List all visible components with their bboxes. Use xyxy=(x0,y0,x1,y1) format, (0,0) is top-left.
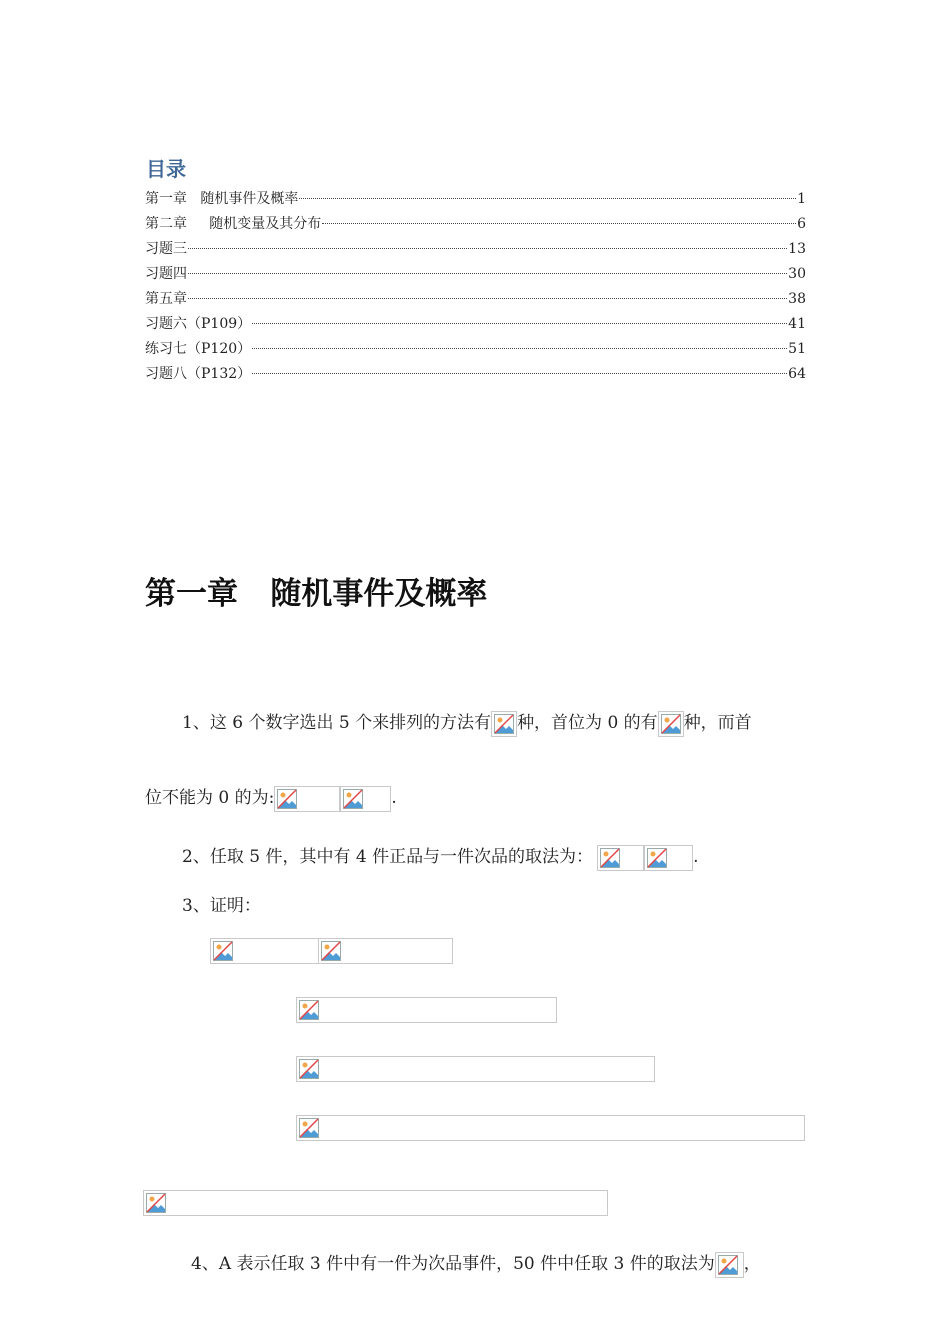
question-4-text-b: ， xyxy=(743,1254,761,1274)
broken-image-icon xyxy=(321,941,341,961)
formula-image xyxy=(644,845,693,871)
toc-heading: 目录 xyxy=(146,157,186,181)
question-1-text-a: 1、这 6 个数字选出 5 个来排列的方法有 xyxy=(182,713,492,733)
question-1-line-2 xyxy=(145,785,397,812)
toc-entry-title: 第一章 随机事件及概率 xyxy=(145,191,299,207)
toc-entry[interactable] xyxy=(145,362,806,387)
broken-image-icon xyxy=(299,1118,319,1138)
toc-leader-dots xyxy=(299,198,796,199)
broken-image-icon xyxy=(277,789,297,809)
toc-entry-page: 30 xyxy=(788,266,806,282)
toc-entry-title: 习题六（P109） xyxy=(145,316,252,332)
toc-entry-page: 64 xyxy=(788,366,806,382)
toc-leader-dots xyxy=(252,373,787,374)
question-3-label: 3、证明： xyxy=(182,896,261,916)
toc-entry-page: 38 xyxy=(788,291,806,307)
formula-image xyxy=(210,938,319,964)
question-1-text-b: 种，首位为 0 的有 xyxy=(517,713,658,733)
formula-image xyxy=(296,1115,805,1141)
broken-image-icon xyxy=(600,848,620,868)
question-1-line-1 xyxy=(182,710,752,737)
toc-entry-title: 练习七（P120） xyxy=(145,341,252,357)
broken-image-icon xyxy=(494,714,514,734)
formula-image xyxy=(296,1056,655,1082)
formula-image xyxy=(340,786,391,812)
toc-leader-dots xyxy=(252,323,787,324)
broken-image-icon xyxy=(146,1193,166,1213)
broken-image-icon xyxy=(343,789,363,809)
formula-image xyxy=(658,711,684,737)
toc-entry[interactable] xyxy=(145,212,806,237)
toc-leader-dots xyxy=(188,273,787,274)
question-2-text-a: 2、任取 5 件，其中有 4 件正品与一件次品的取法为： xyxy=(182,847,594,867)
broken-image-icon xyxy=(299,1059,319,1079)
toc-entry-title: 习题八（P132） xyxy=(145,366,252,382)
toc-entry-page: 51 xyxy=(788,341,806,357)
toc-entry-title: 习题四 xyxy=(145,266,187,282)
formula-image xyxy=(318,938,453,964)
toc-leader-dots xyxy=(252,348,787,349)
broken-image-icon xyxy=(718,1255,738,1275)
toc-leader-dots xyxy=(322,223,796,224)
question-2-text-b: . xyxy=(693,847,699,867)
question-4 xyxy=(191,1251,761,1278)
toc-leader-dots xyxy=(188,298,787,299)
formula-image xyxy=(143,1190,608,1216)
toc-entry-page: 13 xyxy=(788,241,806,257)
toc-entry-title: 习题三 xyxy=(145,241,187,257)
formula-image xyxy=(296,997,557,1023)
question-1-text-c: 种，而首 xyxy=(683,713,752,733)
broken-image-icon xyxy=(213,941,233,961)
toc-entry-title: 第五章 xyxy=(145,291,187,307)
toc-entry[interactable] xyxy=(145,262,806,287)
toc-list xyxy=(145,187,806,387)
question-1-text-e: . xyxy=(391,788,397,808)
toc-entry[interactable] xyxy=(145,337,806,362)
toc-leader-dots xyxy=(188,248,787,249)
broken-image-icon xyxy=(299,1000,319,1020)
formula-image xyxy=(491,711,517,737)
broken-image-icon xyxy=(661,714,681,734)
toc-entry[interactable] xyxy=(145,287,806,312)
formula-image xyxy=(597,845,644,871)
toc-entry-page: 41 xyxy=(788,316,806,332)
question-2 xyxy=(182,844,698,871)
toc-entry-page: 1 xyxy=(797,191,806,207)
formula-image xyxy=(715,1252,744,1278)
toc-entry-page: 6 xyxy=(797,216,806,232)
question-4-text-a: 4、A 表示任取 3 件中有一件为次品事件，50 件中任取 3 件的取法为 xyxy=(191,1254,715,1274)
question-1-text-d: 位不能为 0 的为: xyxy=(145,788,275,808)
toc-entry[interactable] xyxy=(145,312,806,337)
broken-image-icon xyxy=(647,848,667,868)
chapter-title: 第一章 随机事件及概率 xyxy=(145,576,488,612)
formula-image xyxy=(274,786,340,812)
toc-entry[interactable] xyxy=(145,237,806,262)
toc-entry[interactable] xyxy=(145,187,806,212)
toc-entry-title: 第二章 随机变量及其分布 xyxy=(145,216,322,232)
